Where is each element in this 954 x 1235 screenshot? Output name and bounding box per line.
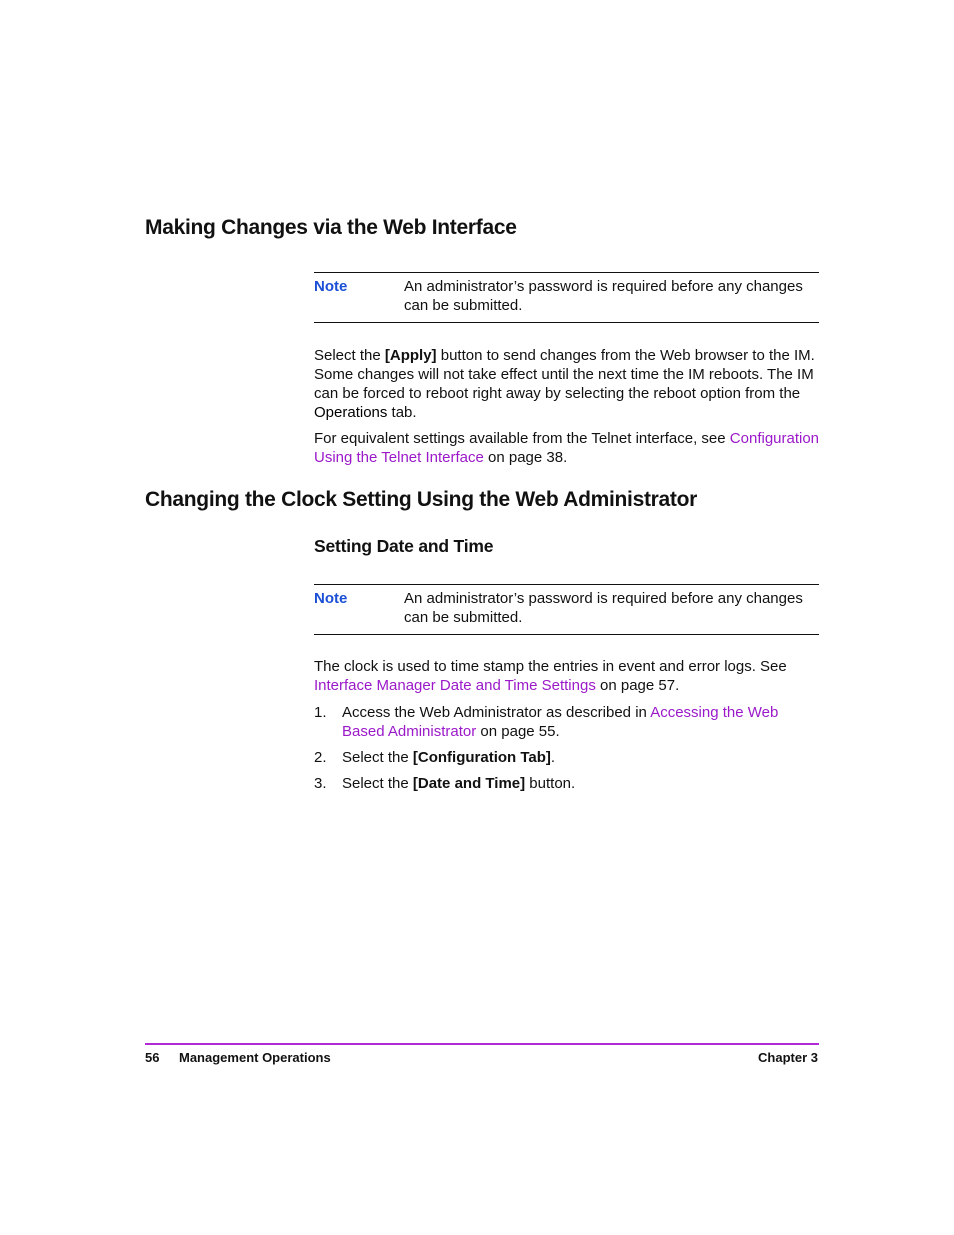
apply-button-ref: [Apply]	[384, 347, 437, 364]
step-text	[342, 774, 824, 793]
footer-chapter: Chapter 3	[758, 1050, 818, 1065]
step-number: 1.	[314, 704, 327, 721]
link-interface-manager-date-time[interactable]: Interface Manager Date and Time Settings	[314, 677, 596, 694]
note-label: Note	[314, 278, 348, 295]
text-span: on page 55.	[476, 723, 560, 740]
note-top-rule	[314, 584, 819, 585]
section-heading-web-interface: Making Changes via the Web Interface	[145, 216, 517, 239]
note-box	[314, 584, 819, 636]
date-time-button-ref: [Date and Time]	[412, 775, 526, 792]
link-accessing-web-administrator[interactable]: Accessing the Web Based Administrator	[342, 704, 779, 740]
footer-section-title: Management Operations	[179, 1050, 331, 1065]
text-span: on page 57.	[595, 677, 680, 694]
step-text	[342, 703, 824, 741]
text-span: on page 38.	[483, 449, 568, 466]
subheading-date-time: Setting Date and Time	[314, 536, 494, 556]
paragraph-apply	[314, 346, 824, 422]
step-text	[342, 748, 824, 767]
text-span: button.	[525, 775, 576, 792]
text-span: Access the Web Administrator as described in	[342, 704, 651, 721]
text-span: Select the	[342, 749, 413, 766]
note-box	[314, 272, 819, 324]
note-text: An administrator’s password is required before any changes can be submitted.	[404, 590, 803, 626]
text-span: tab.	[387, 404, 417, 421]
footer-rule	[145, 1043, 819, 1045]
section-heading-clock-setting: Changing the Clock Setting Using the Web Administrator	[145, 488, 697, 511]
step-number: 3.	[314, 775, 327, 792]
note-text: An administrator’s password is required before any changes can be submitted.	[404, 278, 803, 314]
note-bottom-rule	[314, 634, 819, 635]
text-span: The clock is used to time stamp the entries in event and error logs. See	[314, 658, 787, 675]
text-span: For equivalent settings available from the Telnet interface, see	[314, 430, 730, 447]
paragraph-clock	[314, 657, 824, 695]
text-span: Select the	[342, 775, 413, 792]
note-bottom-rule	[314, 322, 819, 323]
note-top-rule	[314, 272, 819, 273]
operations-tab-ref: Operations	[314, 404, 388, 421]
paragraph-telnet	[314, 429, 824, 467]
footer-page-number: 56	[145, 1050, 160, 1065]
link-configuration-telnet[interactable]: Configuration Using the Telnet Interface	[314, 430, 820, 466]
text-span: .	[550, 749, 556, 766]
configuration-tab-ref: [Configuration Tab]	[412, 749, 551, 766]
text-span: button to send changes from the Web browser to the IM. Some changes will not take effect until the next time the IM reboots. The IM can be forced to reboot right away by selecting the reboot option from the	[314, 347, 815, 402]
note-label: Note	[314, 590, 348, 607]
step-number: 2.	[314, 749, 327, 766]
text-span: Select the	[314, 347, 385, 364]
